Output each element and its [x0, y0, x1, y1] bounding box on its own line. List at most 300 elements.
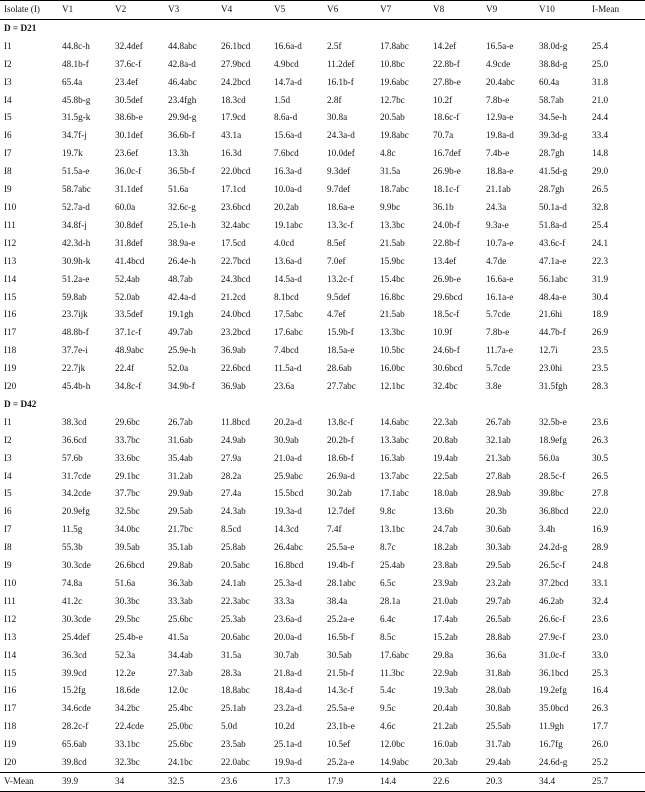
value-cell: 30.3cde [62, 560, 91, 571]
value-cell: 23.6bcd [221, 201, 251, 212]
value-cell: 44.7b-f [539, 327, 566, 338]
value-cell: 5.4c [380, 685, 396, 696]
value-cell: 26.4abc [274, 542, 303, 553]
value-cell: 21.5ab [380, 309, 405, 320]
isolate-cell: I18 [4, 345, 17, 356]
value-cell: 11.7a-e [486, 345, 513, 356]
value-cell: 35.4ab [168, 452, 193, 463]
value-cell: 19.8a-d [486, 130, 514, 141]
v-mean-cell: 17.3 [270, 772, 323, 791]
value-cell: 45.4b-h [62, 381, 91, 392]
isolate-cell: I10 [4, 201, 17, 212]
value-cell: 23.5ab [221, 739, 246, 750]
value-cell: 25.2a-e [327, 757, 355, 768]
value-cell: 13.3h [168, 148, 189, 159]
value-cell: 6.5c [380, 578, 396, 588]
isolate-cell: I9 [4, 184, 12, 195]
v-mean-cell: 22.6 [429, 772, 482, 791]
value-cell: 23.0hi [539, 363, 563, 374]
isolate-cell: I5 [4, 488, 12, 499]
value-cell: 37.7bc [115, 488, 140, 499]
value-cell: 23.2ab [486, 578, 511, 588]
i-mean-cell: 16.9 [592, 524, 609, 535]
value-cell: 58.7ab [539, 94, 564, 105]
table-row [0, 199, 645, 217]
i-mean-cell: 14.8 [592, 148, 609, 159]
value-cell: 23.6a-d [274, 613, 302, 624]
value-cell: 56.1abc [539, 273, 568, 284]
value-cell: 16.1b-f [327, 76, 354, 87]
value-cell: 29.9d-g [168, 112, 197, 123]
value-cell: 48.1b-f [62, 58, 89, 69]
value-cell: 28.1abc [327, 578, 356, 588]
table-row [0, 253, 645, 271]
value-cell: 10.5bc [380, 345, 405, 356]
value-cell: 9.7def [327, 184, 351, 195]
value-cell: 28.7gh [539, 148, 565, 159]
value-cell: 36.1bcd [539, 667, 569, 678]
value-cell: 60.0a [115, 201, 136, 212]
value-cell: 70.7a [433, 130, 454, 141]
value-cell: 28.2c-f [62, 721, 89, 732]
i-mean-cell: 25.4 [592, 219, 609, 230]
value-cell: 11.3bc [380, 667, 405, 678]
value-cell: 25.9abc [274, 470, 303, 481]
v-mean-cell: 20.3 [482, 772, 535, 791]
value-cell: 20.8ab [433, 434, 458, 445]
table-row [0, 647, 645, 665]
i-mean-cell: 33.0 [592, 649, 609, 660]
value-cell: 13.3bc [380, 327, 405, 338]
value-cell: 18.5a-e [327, 345, 355, 356]
isolate-cell: I15 [4, 667, 17, 678]
table-row [0, 575, 645, 593]
value-cell: 11.5a-d [274, 363, 302, 374]
value-cell: 36.9ab [221, 381, 246, 392]
value-cell: 16.7fg [539, 739, 563, 750]
value-cell: 36.6b-f [168, 130, 195, 141]
table-row [0, 56, 645, 74]
value-cell: 4.7de [486, 255, 507, 266]
value-cell: 31.7ab [486, 739, 511, 750]
value-cell: 19.3ab [433, 685, 458, 696]
value-cell: 19.6abc [380, 76, 409, 87]
v-mean-cell: 25.7 [588, 772, 645, 791]
value-cell: 31.2ab [168, 470, 193, 481]
value-cell: 14.3c-f [327, 685, 354, 696]
value-cell: 17.9cd [221, 112, 246, 123]
isolate-cell: I18 [4, 721, 17, 732]
value-cell: 21.6hi [539, 309, 563, 320]
value-cell: 16.5b-f [327, 631, 354, 642]
value-cell: 21.5ab [380, 237, 405, 248]
value-cell: 27.9bcd [221, 58, 251, 69]
value-cell: 10.2f [433, 94, 453, 105]
value-cell: 27.9a [221, 452, 242, 463]
isolate-cell: I3 [4, 452, 12, 463]
value-cell: 46.2ab [539, 595, 564, 606]
value-cell: 41.4bcd [115, 255, 145, 266]
value-cell: 32.4bc [433, 381, 458, 392]
value-cell: 12.1bc [380, 381, 405, 392]
value-cell: 12.0bc [380, 739, 405, 750]
column-header: I-Mean [592, 4, 620, 14]
value-cell: 22.7jk [62, 363, 86, 374]
value-cell: 33.6bc [115, 452, 140, 463]
value-cell: 30.9h-k [62, 255, 91, 266]
value-cell: 39.8cd [62, 757, 87, 768]
value-cell: 24.2bcd [221, 76, 251, 87]
table-row [0, 736, 645, 754]
value-cell: 18.6c-f [433, 112, 460, 123]
value-cell: 18.6b-f [327, 452, 354, 463]
column-header: V3 [168, 4, 180, 14]
value-cell: 4.6c [380, 721, 396, 732]
value-cell: 20.5ab [380, 112, 405, 123]
value-cell: 13.3bc [380, 219, 405, 230]
value-cell: 18.1c-f [433, 184, 460, 195]
column-header: V7 [380, 4, 392, 14]
value-cell: 18.5c-f [433, 309, 460, 320]
value-cell: 26.7ab [486, 416, 511, 427]
value-cell: 26.1bcd [221, 40, 251, 51]
value-cell: 28.3a [221, 667, 242, 678]
value-cell: 11.5g [62, 524, 83, 535]
value-cell: 17.5abc [274, 309, 303, 320]
value-cell: 20.4abc [486, 76, 515, 87]
value-cell: 65.4a [62, 76, 83, 87]
value-cell: 26.9b-e [433, 166, 461, 177]
i-mean-cell: 16.4 [592, 685, 609, 696]
value-cell: 13.3abc [380, 434, 409, 445]
value-cell: 25.2a-e [327, 613, 355, 624]
value-cell: 30.6ab [486, 524, 511, 535]
value-cell: 34.2cde [62, 488, 91, 499]
value-cell: 32.4def [115, 40, 143, 51]
table-row [0, 665, 645, 683]
value-cell: 56.0a [539, 452, 560, 463]
value-cell: 43.6c-f [539, 237, 566, 248]
table-row [0, 700, 645, 718]
v-mean-cell: 14.4 [376, 772, 429, 791]
value-cell: 58.7abc [62, 184, 91, 195]
column-header: V9 [486, 4, 498, 14]
value-cell: 12.7bc [380, 94, 405, 105]
value-cell: 20.5abc [221, 560, 250, 571]
value-cell: 13.6a-d [274, 255, 302, 266]
isolate-cell: I4 [4, 470, 12, 481]
value-cell: 18.4a-d [274, 685, 302, 696]
value-cell: 39.8bc [539, 488, 564, 499]
value-cell: 26.7ab [168, 416, 193, 427]
value-cell: 15.9b-f [327, 327, 354, 338]
value-cell: 9.5c [380, 703, 396, 714]
value-cell: 23.6ef [115, 148, 139, 159]
value-cell: 1.5d [274, 94, 291, 105]
value-cell: 31.5g-k [62, 112, 91, 123]
value-cell: 39.9cd [62, 667, 87, 678]
isolate-cell: I12 [4, 613, 17, 624]
value-cell: 30.5ab [327, 649, 352, 660]
value-cell: 6.4c [380, 613, 396, 624]
value-cell: 16.6a-e [486, 273, 514, 284]
value-cell: 60.4a [539, 76, 560, 87]
value-cell: 17.1abc [380, 488, 409, 499]
value-cell: 23.4ef [115, 76, 139, 87]
i-mean-cell: 23.5 [592, 363, 609, 374]
table-row [0, 38, 645, 56]
i-mean-cell: 28.3 [592, 381, 609, 392]
table-row [0, 92, 645, 110]
value-cell: 23.4fgh [168, 94, 197, 105]
table-row [0, 485, 645, 503]
i-mean-cell: 23.0 [592, 631, 609, 642]
value-cell: 23.1b-e [327, 721, 355, 732]
value-cell: 29.8a [433, 649, 454, 660]
value-cell: 52.7a-d [62, 201, 90, 212]
i-mean-cell: 25.2 [592, 757, 609, 768]
value-cell: 18.8a-e [486, 166, 514, 177]
value-cell: 38.4a [327, 595, 348, 606]
table-row [0, 342, 645, 360]
value-cell: 10.7a-e [486, 237, 514, 248]
isolate-cell: I20 [4, 381, 17, 392]
isolate-cell: I11 [4, 219, 16, 230]
isolate-cell: I16 [4, 685, 17, 696]
column-header: V6 [327, 4, 339, 14]
column-header: V2 [115, 4, 127, 14]
section-label: D = D42 [4, 398, 37, 409]
isolate-cell: I13 [4, 255, 17, 266]
value-cell: 5.7cde [486, 309, 511, 320]
value-cell: 32.5bc [115, 506, 140, 517]
table-row [0, 450, 645, 468]
value-cell: 18.6de [115, 685, 140, 696]
value-cell: 16.1a-e [486, 291, 514, 302]
section-label: D = D21 [4, 22, 37, 33]
value-cell: 20.3b [486, 506, 507, 517]
value-cell: 26.6bcd [115, 560, 145, 571]
value-cell: 30.8a [327, 112, 348, 123]
value-cell: 31.8def [115, 237, 143, 248]
value-cell: 21.2ab [433, 721, 458, 732]
value-cell: 15.6a-d [274, 130, 302, 141]
table-row [0, 289, 645, 307]
value-cell: 24.7ab [433, 524, 458, 535]
value-cell: 30.9ab [274, 434, 299, 445]
value-cell: 33.3a [274, 595, 295, 606]
value-cell: 25.8ab [221, 542, 246, 553]
isolate-cell: I16 [4, 309, 17, 320]
value-cell: 30.3bc [115, 595, 140, 606]
value-cell: 15.9bc [380, 255, 405, 266]
value-cell: 23.2bcd [221, 327, 251, 338]
isolate-cell: I19 [4, 739, 17, 750]
value-cell: 48.8b-f [62, 327, 89, 338]
value-cell: 18.3cd [221, 94, 246, 105]
value-cell: 51.8a-d [539, 219, 567, 230]
table-row [0, 145, 645, 163]
value-cell: 42.3d-h [62, 237, 91, 248]
isolate-cell: I2 [4, 434, 12, 445]
value-cell: 24.1ab [221, 578, 246, 588]
value-cell: 7.8b-e [486, 327, 510, 338]
value-cell: 3.8e [486, 381, 502, 392]
value-cell: 20.9efg [62, 506, 90, 517]
value-cell: 32.3bc [115, 757, 140, 768]
value-cell: 19.1abc [274, 219, 303, 230]
value-cell: 7.8b-e [486, 94, 510, 105]
v-mean-row [0, 772, 645, 791]
value-cell: 34.5e-h [539, 112, 567, 123]
value-cell: 16.5a-e [486, 40, 514, 51]
i-mean-cell: 26.5 [592, 470, 609, 481]
i-mean-cell: 24.8 [592, 560, 609, 571]
value-cell: 30.3cde [62, 613, 91, 624]
value-cell: 43.1a [221, 130, 242, 141]
value-cell: 52.0a [168, 363, 189, 374]
value-cell: 27.8b-e [433, 76, 461, 87]
value-cell: 32.5b-e [539, 416, 567, 427]
value-cell: 28.5c-f [539, 470, 566, 481]
table-row [0, 235, 645, 253]
value-cell: 25.4b-e [115, 631, 143, 642]
column-header: V8 [433, 4, 445, 14]
value-cell: 25.1e-h [168, 219, 196, 230]
value-cell: 22.4f [115, 363, 135, 374]
value-cell: 21.3ab [486, 452, 511, 463]
value-cell: 16.3a-d [274, 166, 302, 177]
value-cell: 46.4abc [168, 76, 197, 87]
value-cell: 32.4abc [221, 219, 250, 230]
value-cell: 39.3d-g [539, 130, 568, 141]
value-cell: 22.6bcd [221, 363, 251, 374]
i-mean-cell: 33.4 [592, 130, 609, 141]
value-cell: 38.9a-e [168, 237, 196, 248]
value-cell: 18.7abc [380, 184, 409, 195]
value-cell: 51.2a-e [62, 273, 90, 284]
value-cell: 36.9ab [221, 345, 246, 356]
value-cell: 42.8a-d [168, 58, 196, 69]
value-cell: 26.5c-f [539, 560, 566, 571]
isolate-cell: I17 [4, 327, 17, 338]
value-cell: 25.3ab [221, 613, 246, 624]
value-cell: 10.8bc [380, 58, 405, 69]
isolate-cell: I8 [4, 166, 12, 177]
value-cell: 17.5cd [221, 237, 246, 248]
value-cell: 12.7def [327, 506, 355, 517]
value-cell: 24.1bc [168, 757, 193, 768]
value-cell: 48.4a-e [539, 291, 567, 302]
isolate-cell: I3 [4, 76, 12, 87]
value-cell: 27.4a [221, 488, 242, 499]
value-cell: 10.0def [327, 148, 355, 159]
value-cell: 7.4b-e [486, 148, 510, 159]
value-cell: 25.1ab [221, 703, 246, 714]
value-cell: 17.8abc [380, 40, 409, 51]
value-cell: 30.8ab [486, 703, 511, 714]
table-row [0, 593, 645, 611]
isolate-cell: I5 [4, 112, 12, 123]
value-cell: 21.8a-d [274, 667, 302, 678]
value-cell: 16.0bc [380, 363, 405, 374]
i-mean-cell: 26.5 [592, 184, 609, 195]
value-cell: 10.2d [274, 721, 295, 732]
value-cell: 36.3cd [62, 649, 87, 660]
value-cell: 33.5def [115, 309, 143, 320]
value-cell: 17.4ab [433, 613, 458, 624]
value-cell: 31.8ab [486, 667, 511, 678]
value-cell: 59.8ab [62, 291, 87, 302]
value-cell: 25.1a-d [274, 739, 302, 750]
value-cell: 52.0ab [115, 291, 140, 302]
table-row [0, 503, 645, 521]
value-cell: 20.2b-f [327, 434, 354, 445]
value-cell: 16.3d [221, 148, 242, 159]
value-cell: 28.0ab [486, 685, 511, 696]
value-cell: 17.6abc [380, 649, 409, 660]
value-cell: 29.4ab [486, 757, 511, 768]
value-cell: 8.6a-d [274, 112, 298, 123]
column-header: V5 [274, 4, 286, 14]
i-mean-cell: 29.0 [592, 166, 609, 177]
isolate-cell: I1 [4, 40, 12, 51]
table-row [0, 306, 645, 324]
value-cell: 19.2efg [539, 685, 567, 696]
value-cell: 13.8c-f [327, 416, 354, 427]
value-cell: 23.6a [274, 381, 295, 392]
isolate-cell: I17 [4, 703, 17, 714]
value-cell: 9.5def [327, 291, 351, 302]
value-cell: 31.5fgh [539, 381, 568, 392]
value-cell: 55.3b [62, 542, 83, 553]
value-cell: 30.7ab [274, 649, 299, 660]
table-row [0, 360, 645, 378]
value-cell: 31.5a [221, 649, 242, 660]
value-cell: 8.5cd [221, 524, 242, 535]
value-cell: 23.7ijk [62, 309, 88, 320]
table-row [0, 378, 645, 396]
isolate-cell: I11 [4, 595, 16, 606]
value-cell: 12.9a-e [486, 112, 514, 123]
value-cell: 24.3a-d [327, 130, 355, 141]
value-cell: 19.4b-f [327, 560, 354, 571]
value-cell: 26.5ab [486, 613, 511, 624]
value-cell: 27.9c-f [539, 631, 566, 642]
value-cell: 24.0bcd [221, 309, 251, 320]
isolate-cell: I9 [4, 560, 12, 571]
value-cell: 31.7cde [62, 470, 91, 481]
value-cell: 38.3cd [62, 416, 87, 427]
header-row [0, 1, 645, 20]
isolate-cell: I10 [4, 578, 17, 588]
value-cell: 49.7ab [168, 327, 193, 338]
value-cell: 28.8ab [486, 631, 511, 642]
value-cell: 27.7abc [327, 381, 356, 392]
value-cell: 47.1a-e [539, 255, 567, 266]
value-cell: 25.9e-h [168, 345, 196, 356]
value-cell: 33.7bc [115, 434, 140, 445]
value-cell: 29.8ab [168, 560, 193, 571]
isolate-cell: I8 [4, 542, 12, 553]
value-cell: 13.2c-f [327, 273, 354, 284]
value-cell: 14.9abc [380, 757, 409, 768]
value-cell: 28.7gh [539, 184, 565, 195]
value-cell: 22.9ab [433, 667, 458, 678]
value-cell: 29.1bc [115, 470, 140, 481]
value-cell: 36.8bcd [539, 506, 569, 517]
value-cell: 31.6ab [168, 434, 193, 445]
